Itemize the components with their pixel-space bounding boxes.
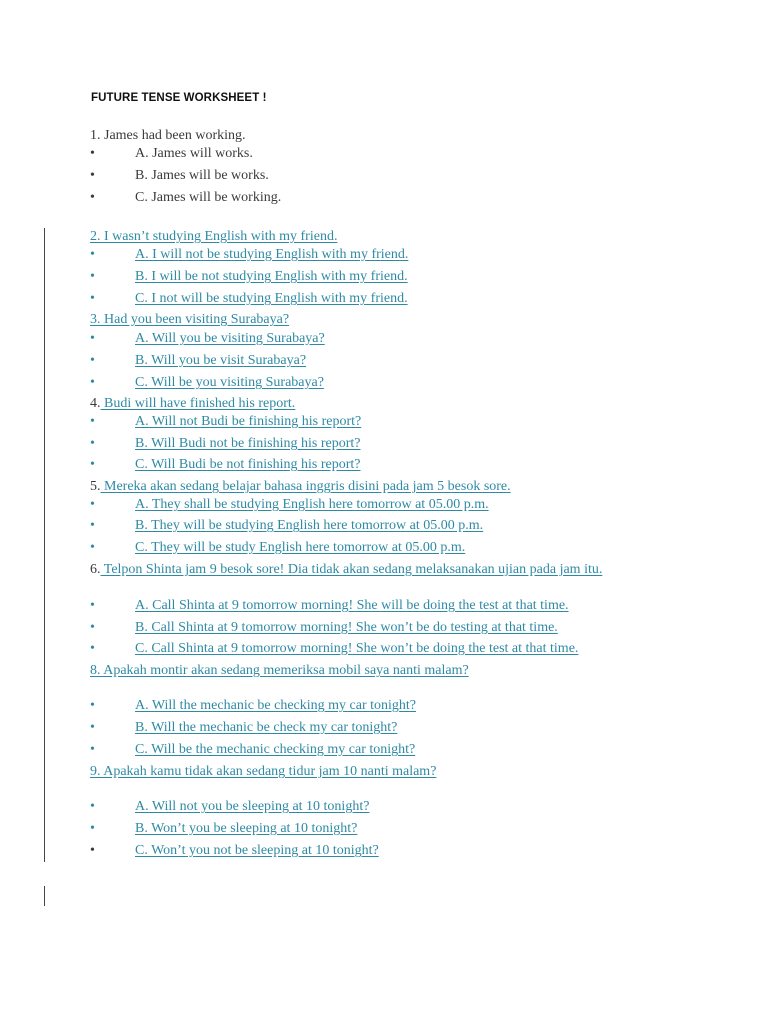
bullet-icon bbox=[90, 596, 135, 616]
q4-option-c: •C. Will Budi be not finishing his report? bbox=[90, 455, 361, 475]
bullet-icon bbox=[90, 188, 135, 208]
q2-option-a: •A. I will not be studying English with my friend. bbox=[90, 245, 408, 265]
bullet-icon bbox=[90, 455, 135, 475]
change-bar bbox=[44, 228, 45, 862]
question-1: 1. James had been working. bbox=[90, 128, 246, 143]
question-8: 8. Apakah montir akan sedang memeriksa mobil saya nanti malam? bbox=[90, 663, 469, 678]
q5-option-a: •A. They shall be studying English here tomorrow at 05.00 p.m. bbox=[90, 495, 489, 515]
bullet-icon bbox=[90, 797, 135, 817]
q9-option-c: •C. Won’t you not be sleeping at 10 tonight? bbox=[90, 841, 379, 861]
question-4: 4. Budi will have finished his report. bbox=[90, 396, 296, 411]
q8-option-b: •B. Will the mechanic be check my car tonight? bbox=[90, 718, 397, 738]
bullet-icon bbox=[90, 373, 135, 393]
bullet-icon bbox=[90, 434, 135, 454]
question-9: 9. Apakah kamu tidak akan sedang tidur jam 10 nanti malam? bbox=[90, 764, 437, 779]
q5-option-c: •C. They will be study English here tomorrow at 05.00 p.m. bbox=[90, 538, 465, 558]
bullet-icon bbox=[90, 144, 135, 164]
q8-option-a: •A. Will the mechanic be checking my car tonight? bbox=[90, 696, 416, 716]
bullet-icon bbox=[90, 166, 135, 186]
bullet-icon bbox=[90, 841, 135, 861]
bullet-icon bbox=[90, 495, 135, 515]
q3-option-a: •A. Will you be visiting Surabaya? bbox=[90, 329, 325, 349]
bullet-icon bbox=[90, 516, 135, 536]
question-5: 5. Mereka akan sedang belajar bahasa inggris disini pada jam 5 besok sore. bbox=[90, 479, 511, 494]
q3-option-b: •B. Will you be visit Surabaya? bbox=[90, 351, 306, 371]
q2-option-b: •B. I will be not studying English with my friend. bbox=[90, 267, 408, 287]
q9-option-b: •B. Won’t you be sleeping at 10 tonight? bbox=[90, 819, 357, 839]
q3-option-c: •C. Will be you visiting Surabaya? bbox=[90, 373, 324, 393]
q5-option-b: •B. They will be studying English here tomorrow at 05.00 p.m. bbox=[90, 516, 483, 536]
q6-option-b: •B. Call Shinta at 9 tomorrow morning! She won’t be do testing at that time. bbox=[90, 618, 558, 638]
bullet-icon bbox=[90, 740, 135, 760]
bullet-icon bbox=[90, 718, 135, 738]
q1-option-b: •B. James will be works. bbox=[90, 166, 269, 186]
question-6: 6. Telpon Shinta jam 9 besok sore! Dia tidak akan sedang melaksanakan ujian pada jam itu. bbox=[90, 562, 603, 577]
q2-option-c: •C. I not will be studying English with my friend. bbox=[90, 289, 408, 309]
bullet-icon bbox=[90, 329, 135, 349]
document-title: FUTURE TENSE WORKSHEET ! bbox=[91, 92, 267, 104]
bullet-icon bbox=[90, 618, 135, 638]
q9-option-a: •A. Will not you be sleeping at 10 tonight? bbox=[90, 797, 369, 817]
q6-option-c: •C. Call Shinta at 9 tomorrow morning! She won’t be doing the test at that time. bbox=[90, 639, 578, 659]
q1-option-a: •A. James will works. bbox=[90, 144, 253, 164]
q1-option-c: •C. James will be working. bbox=[90, 188, 281, 208]
question-2: 2. I wasn’t studying English with my friend. bbox=[90, 229, 338, 244]
bullet-icon bbox=[90, 639, 135, 659]
bullet-icon bbox=[90, 289, 135, 309]
q8-option-c: •C. Will be the mechanic checking my car tonight? bbox=[90, 740, 415, 760]
bullet-icon bbox=[90, 267, 135, 287]
bullet-icon bbox=[90, 245, 135, 265]
bullet-icon bbox=[90, 819, 135, 839]
question-3: 3. Had you been visiting Surabaya? bbox=[90, 312, 290, 327]
bullet-icon bbox=[90, 351, 135, 371]
text-cursor bbox=[44, 886, 45, 906]
bullet-icon bbox=[90, 538, 135, 558]
q4-option-a: •A. Will not Budi be finishing his report? bbox=[90, 412, 361, 432]
bullet-icon bbox=[90, 696, 135, 716]
q6-option-a: •A. Call Shinta at 9 tomorrow morning! She will be doing the test at that time. bbox=[90, 596, 569, 616]
bullet-icon bbox=[90, 412, 135, 432]
q4-option-b: •B. Will Budi not be finishing his report? bbox=[90, 434, 361, 454]
